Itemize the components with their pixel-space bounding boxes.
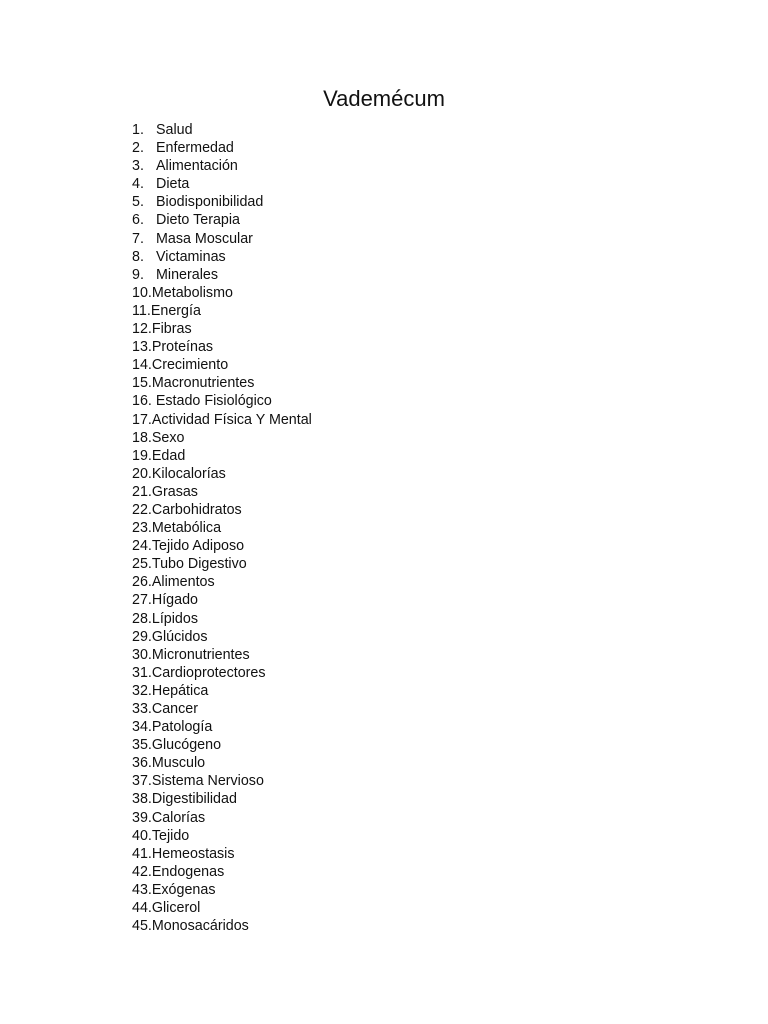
list-item-number: 20. (132, 465, 152, 482)
list-item (132, 447, 312, 465)
list-item-text: Cardioprotectores (151, 664, 266, 681)
list-item-text: Energía (150, 302, 201, 319)
list-item (132, 284, 312, 302)
list-item (132, 682, 312, 700)
list-item-number: 11. (132, 302, 151, 319)
list-item (132, 320, 312, 338)
list-item-text: Biodisponibilidad (156, 194, 264, 211)
list-item-number: 16. (132, 393, 152, 410)
list-item (132, 809, 312, 827)
list-item (132, 338, 312, 356)
list-item-number: 35. (132, 737, 152, 754)
list-item-number: 31. (132, 664, 152, 681)
list-item-text: Salud (156, 122, 193, 138)
list-item-number: 3. (132, 158, 144, 175)
list-item-number: 36. (132, 755, 152, 772)
list-item-number: 9. (132, 266, 144, 283)
list-item-text: Hígado (151, 592, 198, 609)
list-item-text: Glucógeno (151, 737, 222, 754)
list-item-text: Alimentación (156, 158, 238, 175)
list-item-text: Alimentos (151, 574, 215, 591)
list-item-number: 38. (132, 791, 152, 808)
list-item-number: 15. (132, 375, 152, 392)
document-title: Vademécum (323, 86, 445, 111)
list-item (132, 718, 312, 736)
list-item-number: 44. (132, 900, 152, 917)
list-item (132, 266, 312, 284)
list-item-number: 12. (132, 321, 152, 338)
list-item-number: 14. (132, 357, 152, 374)
list-item-text: Glúcidos (151, 628, 208, 645)
list-item-number: 27. (132, 592, 152, 609)
list-item-number: 32. (132, 682, 152, 699)
list-item-text: Monosacáridos (151, 918, 249, 935)
list-item-number: 21. (132, 483, 152, 500)
list-item-text: Macronutrientes (151, 375, 255, 392)
list-item-text: Crecimiento (151, 357, 229, 374)
list-item-text: Victaminas (156, 248, 226, 265)
list-item-number: 29. (132, 628, 152, 645)
list-item (132, 881, 312, 899)
term-list (132, 121, 312, 935)
list-item (132, 230, 312, 248)
list-item-text: Endogenas (151, 863, 225, 880)
list-item (132, 863, 312, 881)
list-item-number: 6. (132, 212, 144, 229)
list-item-number: 33. (132, 701, 152, 717)
list-item-text: Micronutrientes (151, 646, 250, 663)
list-item (132, 193, 312, 211)
list-item-text: Dieto Terapia (156, 212, 240, 229)
list-item-text: Kilocalorías (151, 465, 226, 482)
list-item-text: Metabolismo (151, 284, 233, 301)
list-item-number: 5. (132, 194, 144, 211)
list-item (132, 555, 312, 573)
list-item (132, 628, 312, 646)
list-item (132, 519, 312, 537)
list-item-text: Sistema Nervioso (151, 773, 264, 790)
list-item (132, 664, 312, 682)
list-item (132, 356, 312, 374)
list-item (132, 537, 312, 555)
list-item-number: 25. (132, 556, 152, 573)
list-item (132, 646, 312, 664)
list-item-number: 23. (132, 520, 152, 537)
list-item-number: 26. (132, 574, 152, 591)
list-item (132, 211, 312, 229)
list-item (132, 465, 312, 483)
list-item (132, 827, 312, 845)
list-item-number: 19. (132, 447, 152, 464)
list-item-text: Estado Fisiológico (151, 393, 272, 410)
list-item (132, 392, 312, 410)
list-item (132, 754, 312, 772)
list-item-number: 43. (132, 881, 152, 898)
list-item-text: Patología (151, 719, 213, 736)
list-item-number: 10. (132, 284, 152, 301)
list-item (132, 121, 312, 139)
list-item-text: Tejido (151, 827, 190, 844)
list-item-number: 40. (132, 827, 152, 844)
list-item (132, 157, 312, 175)
list-item-number: 30. (132, 646, 152, 663)
list-item-text: Minerales (156, 266, 218, 283)
list-item (132, 610, 312, 628)
list-item-number: 18. (132, 429, 152, 446)
list-item (132, 573, 312, 591)
list-item (132, 175, 312, 193)
list-item-number: 28. (132, 610, 152, 627)
list-item-text: Calorías (151, 809, 206, 826)
list-item (132, 501, 312, 519)
list-item-number: 34. (132, 719, 152, 736)
list-item-text: Lípidos (151, 610, 198, 627)
list-item (132, 429, 312, 447)
list-item-number: 45. (132, 918, 152, 935)
list-item-text: Hepática (151, 682, 209, 699)
list-item-text: Cancer (151, 701, 198, 717)
list-item (132, 591, 312, 609)
list-item-text: Metabólica (151, 520, 222, 537)
list-item-number: 13. (132, 339, 152, 356)
list-item-number: 2. (132, 140, 144, 157)
list-item-text: Tubo Digestivo (151, 556, 247, 573)
list-item (132, 790, 312, 808)
list-item-text: Hemeostasis (151, 845, 235, 862)
list-item (132, 917, 312, 935)
list-item-text: Musculo (151, 755, 206, 772)
list-item-text: Dieta (156, 176, 190, 193)
list-item-text: Actividad Física Y Mental (151, 411, 312, 428)
list-item (132, 374, 312, 392)
list-item-number: 22. (132, 501, 152, 518)
list-item (132, 302, 312, 320)
list-item-text: Digestibilidad (151, 791, 237, 808)
list-item-text: Fibras (151, 321, 192, 338)
list-item-number: 1. (132, 122, 144, 138)
list-item-text: Proteínas (151, 339, 214, 356)
list-item (132, 899, 312, 917)
list-item (132, 736, 312, 754)
list-item-number: 7. (132, 230, 144, 247)
list-item (132, 139, 312, 157)
list-item-number: 42. (132, 863, 152, 880)
list-item-text: Sexo (151, 429, 185, 446)
list-item-number: 8. (132, 248, 144, 265)
list-item-number: 17. (132, 411, 152, 428)
list-item (132, 772, 312, 790)
list-item (132, 845, 312, 863)
list-item-text: Enfermedad (156, 140, 234, 157)
list-item-number: 39. (132, 809, 152, 826)
list-item-text: Exógenas (151, 881, 216, 898)
list-item-text: Glicerol (151, 900, 201, 917)
list-item-text: Carbohidratos (151, 501, 242, 518)
list-item-number: 4. (132, 176, 144, 193)
list-item-number: 37. (132, 773, 152, 790)
list-item (132, 411, 312, 429)
list-item-number: 24. (132, 538, 152, 555)
list-item-text: Tejido Adiposo (151, 538, 245, 555)
list-item-number: 41. (132, 845, 152, 862)
list-item-text: Masa Moscular (156, 230, 253, 247)
list-item (132, 483, 312, 501)
list-item-text: Grasas (151, 483, 198, 500)
list-item (132, 248, 312, 266)
list-item-text: Edad (151, 447, 186, 464)
list-item (132, 700, 312, 718)
